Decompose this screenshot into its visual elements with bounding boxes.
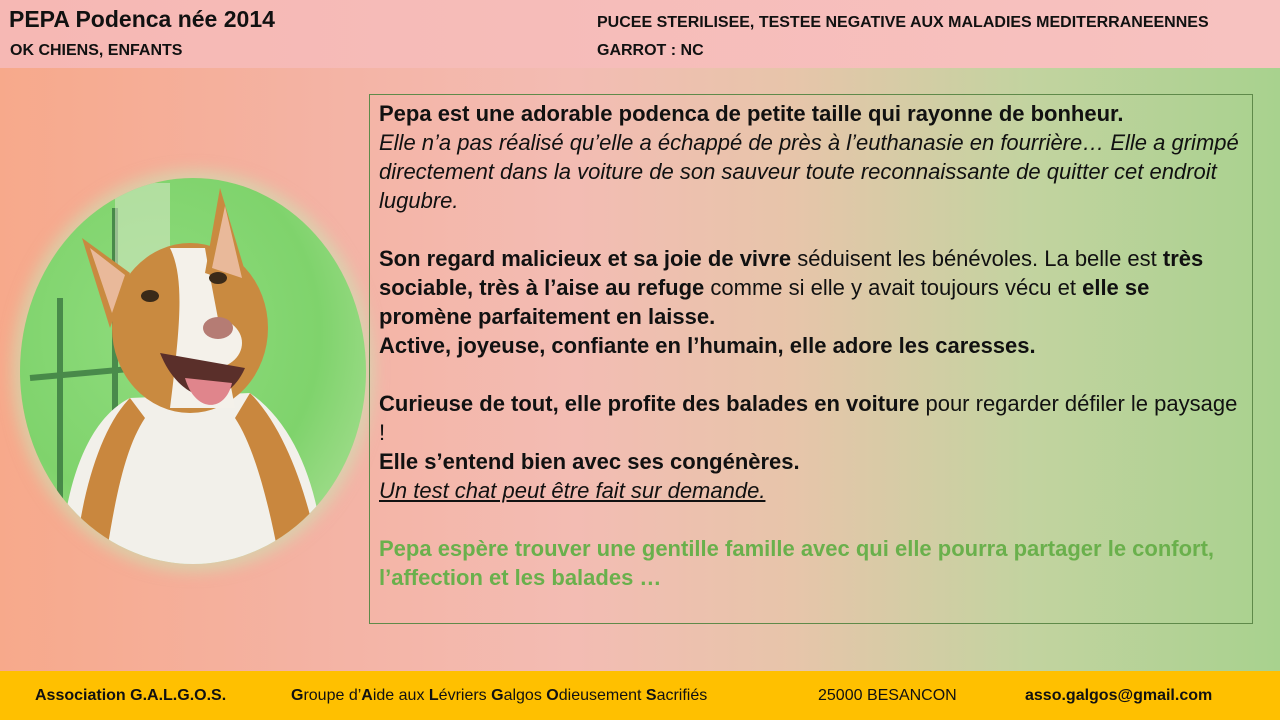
group-text: acrifiés [656,687,708,704]
group-text: dieusement [558,687,646,704]
text-bold: Curieuse de tout, elle profite des balades en voiture [379,391,920,416]
intro-story: Elle n’a pas réalisé qu’elle a échappé de près à l’euthanasie en fourrière… Elle a grimpé directement dans la voiture de son sauveur toute reconnaissante de quitter cet endroit lugubre. [379,130,1239,213]
intro-heading: Pepa est une adorable podenca de petite taille qui rayonne de bonheur. [379,101,1124,126]
text-bold: Active, joyeuse, confiante en l’humain, elle adore les caresses. [379,333,1036,358]
garrot-info: GARROT : NC [597,42,704,59]
group-text: ide aux [372,687,429,704]
personality-paragraph [379,244,1242,360]
group-initial: A [361,687,373,704]
text-regular: pour regarder défiler le paysage ! [379,391,1238,445]
text-bold: très sociable, très à l’aise au refuge [379,246,1204,300]
description-box [369,94,1253,624]
cat-test-note: Un test chat peut être fait sur demande. [379,478,766,503]
health-status: PUCEE STERILISEE, TESTEE NEGATIVE AUX MALADIES MEDITERRANEENNES [597,14,1209,31]
association-city: 25000 BESANCON [818,687,957,704]
closing-wish: Pepa espère trouver une gentille famille avec qui elle pourra partager le confort, l’affection et les balades … [379,536,1215,590]
text-bold: Elle s’entend bien avec ses congénères. [379,449,800,474]
group-text: roupe d’ [303,687,362,704]
group-initial: L [428,687,439,704]
compatibility-line: OK CHIENS, ENFANTS [10,42,183,59]
text-regular: séduisent les bénévoles. La belle est [791,246,1163,271]
dog-photo [20,178,366,564]
association-full-name [291,687,707,705]
contact-email[interactable]: asso.galgos@gmail.com [1025,687,1213,704]
group-initial: O [546,687,559,704]
footer-bar [0,671,1280,720]
group-text: évriers [438,687,492,704]
group-initial: S [645,687,657,704]
text-regular: comme si elle y avait toujours vécu et [704,275,1083,300]
dog-illustration [20,178,366,564]
habits-paragraph [379,389,1242,505]
association-name: Association G.A.L.G.O.S. [35,687,227,704]
header-bar [0,0,1280,68]
page-title: PEPA Podenca née 2014 [9,6,275,32]
group-initial: G [291,687,304,704]
text-bold: Son regard malicieux et sa joie de vivre [379,246,792,271]
group-text: algos [503,687,547,704]
group-initial: G [491,687,504,704]
text-bold: elle se promène parfaitement en laisse. [379,275,1150,329]
